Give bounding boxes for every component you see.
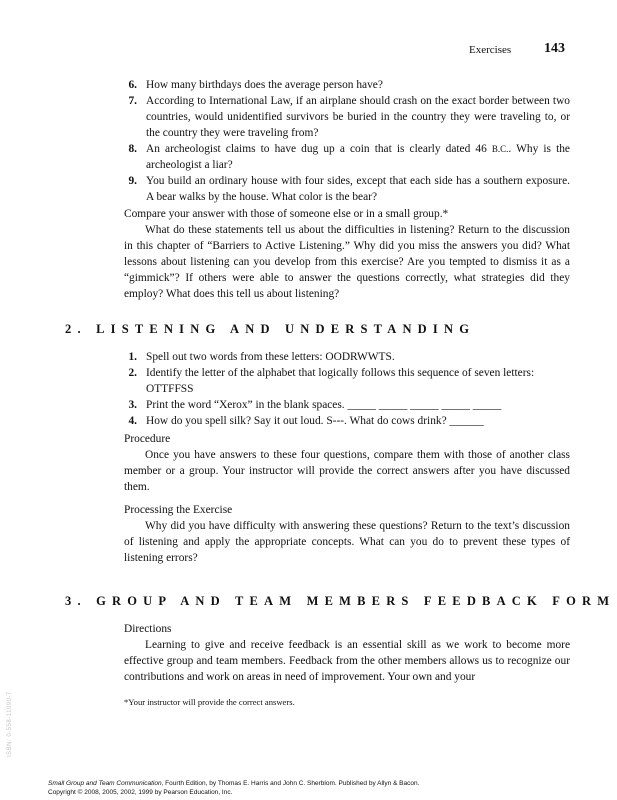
- list-item: [123, 77, 570, 93]
- list-item: [123, 93, 570, 141]
- section-heading-feedback: [65, 594, 615, 609]
- item-text-end: . Why is the archeologist a liar?: [146, 143, 570, 171]
- list-item: [123, 173, 570, 205]
- list-item: [123, 413, 570, 429]
- item-number: 7.: [128, 95, 137, 107]
- item-number: 2.: [128, 367, 137, 379]
- footer: [48, 779, 588, 797]
- question-list-listening: [123, 349, 570, 429]
- item-text: You build an ordinary house with four sides, except that each side has a southern exposure. A bear walks by the house. What color is the bear?: [146, 175, 570, 203]
- item-number: 1.: [128, 351, 137, 363]
- section-number: 2.: [65, 322, 87, 336]
- procedure-text: Once you have answers to these four questions, compare them with those of another class member or a group. Your instructor will provide the correct answers after you have discussed them.: [124, 449, 570, 493]
- question-list-continued: [123, 77, 570, 205]
- footnote: *Your instructor will provide the correct answers.: [124, 697, 295, 707]
- item-number: 3.: [128, 399, 137, 411]
- list-item: [123, 141, 570, 173]
- item-number: 9.: [128, 175, 137, 187]
- footer-edition: Fourth Edition, by Thomas E. Harris and John C. Sherblom. Published by Allyn & Bacon.: [163, 780, 420, 787]
- item-text: How many birthdays does the average person have?: [146, 79, 383, 91]
- section-number: 3.: [65, 594, 87, 608]
- item-number: 6.: [128, 79, 137, 91]
- page-number: 143: [544, 41, 565, 56]
- list-item: [123, 349, 570, 365]
- list-item: [123, 397, 570, 413]
- item-text: Print the word “Xerox” in the blank spaces. _____ _____ _____ _____ _____: [146, 399, 502, 411]
- footer-copyright: Copyright © 2008, 2005, 2002, 1999 by Pearson Education, Inc.: [48, 789, 233, 796]
- directions-text: Learning to give and receive feedback is an essential skill as we work to become more effective group and team members. Feedback from the other members allows us to recognize our contributions and work on areas in need of improvement. Your own and your: [124, 639, 570, 683]
- list-item: [123, 365, 570, 397]
- item-text: According to International Law, if an airplane should crash on the exact border between two countries, would unidentified survivors be buried in the country they were traveling to, or the country they were traveling from?: [146, 95, 570, 139]
- item-number: 4.: [128, 415, 137, 427]
- footer-citation: [48, 779, 588, 788]
- section-title: LISTENING AND UNDERSTANDING: [96, 322, 476, 336]
- item-text: Spell out two words from these letters: OODRWWTS.: [146, 351, 395, 363]
- item-text-start: An archeologist claims to have dug up a coin that is clearly dated 46: [146, 143, 492, 155]
- compare-line: Compare your answer with those of someone else or in a small group.*: [124, 208, 449, 220]
- item-text: How do you spell silk? Say it out loud. S---. What do cows drink? ______: [146, 415, 484, 427]
- procedure-heading: Procedure: [124, 433, 171, 445]
- running-header-title: Exercises: [469, 44, 512, 56]
- footer-book-title: Small Group and Team Communication,: [48, 780, 164, 787]
- isbn-watermark: ISBN: 0-558-11090-7: [7, 691, 13, 757]
- directions-heading: Directions: [124, 623, 172, 635]
- era-abbreviation: B.C.: [491, 144, 509, 154]
- processing-text: Why did you have difficulty with answering these questions? Return to the text’s discussion of listening and apply the appropriate concepts. What can you do to prevent these types of listening errors?: [124, 520, 570, 564]
- processing-heading: Processing the Exercise: [124, 504, 233, 516]
- item-number: 8.: [128, 143, 137, 155]
- section-title: GROUP AND TEAM MEMBERS FEEDBACK FORM: [96, 594, 616, 608]
- compare-paragraph: What do these statements tell us about the difficulties in listening? Return to the discussion in this chapter of “Barriers to Active Listening.” Why did you miss the answers you did? What lessons about listening can you develop from this exercise? Are you tempted to dismiss it as a “gimmick”? If others were able to answer the questions correctly, what strategies did they employ? What does this tell us about listening?: [124, 224, 570, 300]
- item-text: Identify the letter of the alphabet that logically follows this sequence of seven letters: OTTFFSS: [146, 367, 535, 395]
- section-heading-listening: [65, 322, 475, 337]
